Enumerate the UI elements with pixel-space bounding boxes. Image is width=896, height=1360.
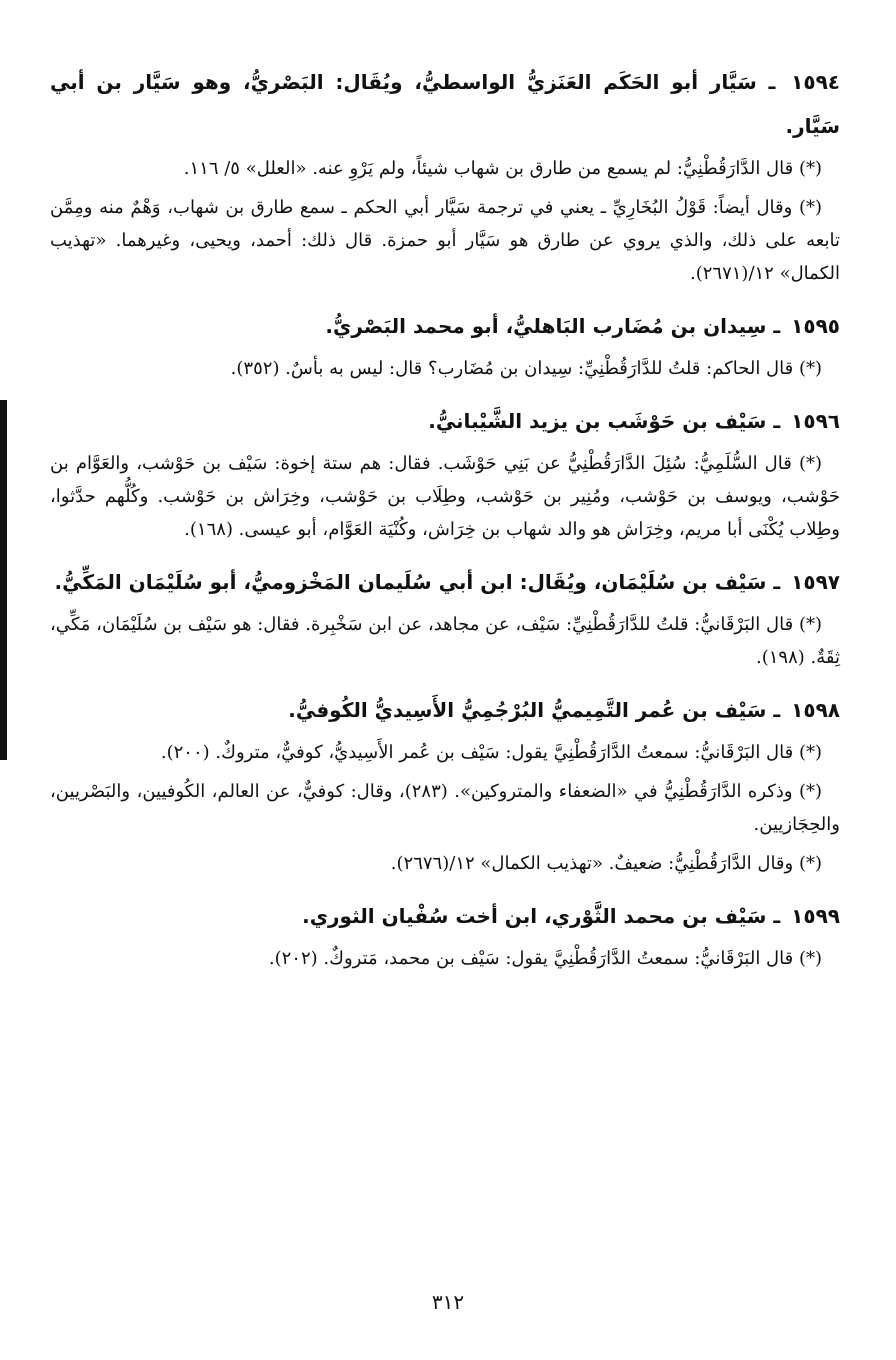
- entry-1597: [50, 560, 840, 674]
- entry-note: (*) قال البَرْقَانيُّ: قلتُ للدَّارَقُطْنِيِّ: سَيْف، عن مجاهد، عن ابن سَخْبِرة. فقال: هو سَيْف بن سُلَيْمَان، مَكِّي، ثِقَةٌ. (١٩٨).: [50, 614, 840, 668]
- entry-heading: [50, 688, 840, 732]
- entry-heading: [50, 60, 840, 148]
- scan-edge: [0, 400, 7, 760]
- entry-1595: [50, 304, 840, 385]
- entry-note: (*) وقال أيضاً: قَوْلُ البُخَارِيِّ ـ يعني في ترجمة سَيَّار أبي الحكم ـ سمع طارق بن شهاب، وَهْمٌ منه ومِمَّن تابعه على ذلك، والذي يروي عن طارق هو سَيَّار أبو حمزة. قال ذلك: أحمد، ويحيى، وغيرهما. «تهذيب الكمال» ١٢/(٢٦٧١).: [50, 197, 840, 284]
- entry-number: ١٥٩٨: [791, 698, 840, 722]
- entry-1596: [50, 399, 840, 546]
- entry-note: (*) وذكره الدَّارَقُطْنِيُّ في «الضعفاء والمتروكين». (٢٨٣)، وقال: كوفيٌّ، عن العالم، الكُوفيين، والبَصْريين، والحِجَازيين.: [50, 781, 840, 835]
- entry-heading: [50, 304, 840, 348]
- entry-note: (*) قال الدَّارَقُطْنِيُّ: لم يسمع من طارق بن شهاب شيئاً، ولم يَرْوِ عنه. «العلل» ٥/ ١١٦.: [183, 158, 822, 179]
- entry-1594: [50, 60, 840, 290]
- entry-title: ـ سَيْف بن حَوْشَب بن يزيد الشَّيْبانيُّ.: [428, 409, 781, 433]
- entry-note: (*) وقال الدَّارَقُطْنِيُّ: ضعيفٌ. «تهذيب الكمال» ١٢/(٢٦٧٦).: [390, 853, 822, 874]
- entry-number: ١٥٩٤: [791, 70, 840, 94]
- entry-number: ١٥٩٩: [791, 904, 840, 928]
- entry-title: ـ سَيْف بن عُمر التَّمِيميُّ البُرْجُمِيُّ الأَسِيديُّ الكُوفيُّ.: [288, 698, 781, 722]
- entry-title: ـ سَيَّار أبو الحَكَم العَنَزيُّ الواسطيُّ، ويُقَال: البَصْريُّ، وهو سَيَّار بن أبي سَيَّار.: [50, 70, 840, 138]
- entry-1599: [50, 894, 840, 975]
- entry-title: ـ سَيْف بن سُلَيْمَان، ويُقَال: ابن أبي سُلَيمان المَخْزوميُّ، أبو سُلَيْمَان المَكِّيُّ.: [54, 570, 781, 594]
- entry-heading: [50, 560, 840, 604]
- entry-note: (*) قال البَرْقَانيُّ: سمعتُ الدَّارَقُطْنِيَّ يقول: سَيْف بن محمد، مَتروكٌ. (٢٠٢).: [268, 948, 822, 969]
- entry-number: ١٥٩٥: [791, 314, 840, 338]
- page-number: ٣١٢: [431, 1290, 465, 1314]
- entry-note: (*) قال الحاكم: قلتُ للدَّارَقُطْنِيِّ: سِيدان بن مُضَارب؟ قال: ليس به بأسٌ. (٣٥٢).: [230, 358, 822, 379]
- entry-heading: [50, 399, 840, 443]
- entry-note: (*) قال البَرْقَانيُّ: سمعتُ الدَّارَقُطْنِيَّ يقول: سَيْف بن عُمر الأَسِيديُّ، كوفيٌّ، متروكٌ. (٢٠٠).: [160, 742, 822, 763]
- entry-note: (*) قال السُّلَمِيُّ: سُئِلَ الدَّارَقُطْنِيُّ عن بَنِي حَوْشَب. فقال: هم ستة إخوة: سَيْف بن حَوْشب، والعَوَّام بن حَوْشب، ويوسف بن حَوْشب، ومُنِير بن حَوْشب، وطِلَاب بن حَوْشب، وخِرَاش بن حَوْشب. وكُلُّهم حدَّثوا، وطِلاب يُكْنَى أبا مريم، وخِرَاش هو والد شهاب بن خِرَاش، وكُنْيَة العَوَّام، أبو عيسى. (١٦٨).: [50, 453, 840, 540]
- entry-title: ـ سِيدان بن مُضَارب البَاهليُّ، أبو محمد البَصْريُّ.: [325, 314, 781, 338]
- entry-title: ـ سَيْف بن محمد الثَّوْري، ابن أخت سُفْيان الثوري.: [302, 904, 781, 928]
- entry-number: ١٥٩٦: [791, 409, 840, 433]
- entry-heading: [50, 894, 840, 938]
- entry-number: ١٥٩٧: [791, 570, 840, 594]
- entry-1598: [50, 688, 840, 880]
- page-body: [50, 60, 840, 989]
